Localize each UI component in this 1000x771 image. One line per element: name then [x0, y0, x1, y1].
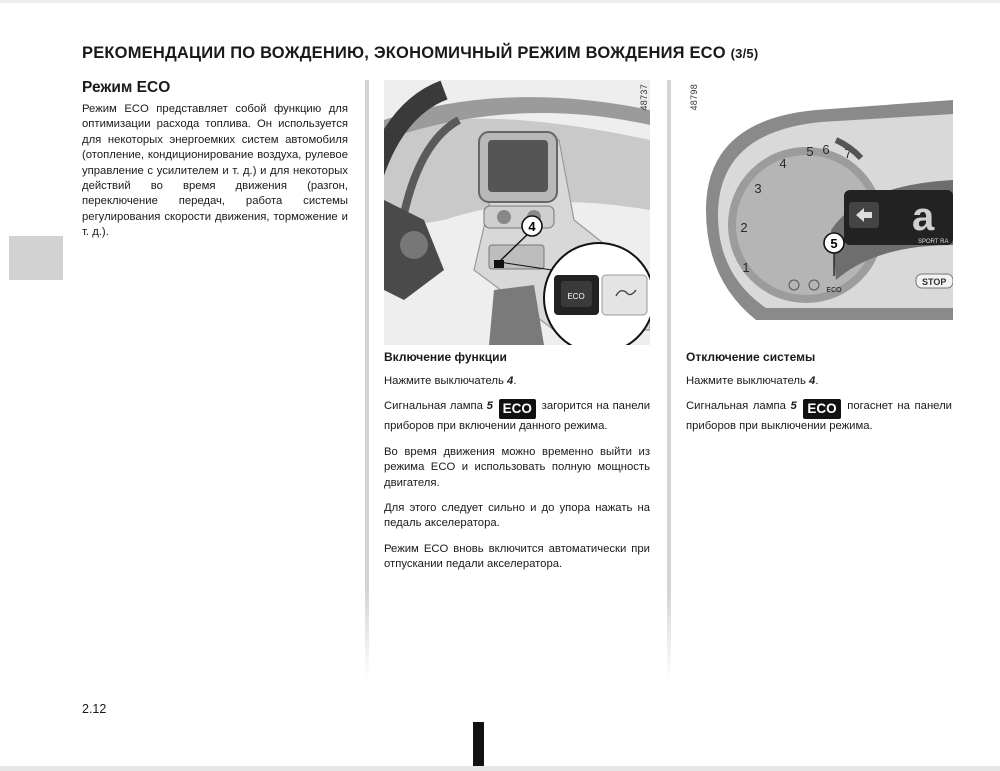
- callout-5: 5: [830, 236, 838, 251]
- tach-number: 1: [742, 260, 750, 275]
- chapter-tab: [9, 236, 63, 280]
- tach-number: 6: [822, 142, 830, 157]
- tach-number: 3: [754, 181, 762, 196]
- eco-switch-label: ECO: [567, 292, 585, 301]
- eco-lamp-icon: ECO: [803, 399, 840, 419]
- ref-switch-4: 4: [809, 375, 816, 387]
- column-divider: [667, 80, 671, 680]
- page-title-text: РЕКОМЕНДАЦИИ ПО ВОЖДЕНИЮ, ЭКОНОМИЧНЫЙ РЕЖИМ ВОЖДЕНИЯ ECO: [82, 44, 726, 62]
- column-divider: [365, 80, 369, 680]
- page-top-rule: [0, 0, 1000, 3]
- disable-instructions: [686, 374, 952, 445]
- eco-lamp-icon: ECO: [499, 399, 536, 419]
- ref-lamp-5: 5: [486, 400, 493, 413]
- section-heading-eco-mode: Режим ECO: [82, 79, 171, 96]
- disable-step: Нажмите выключатель 4.: [686, 375, 819, 387]
- tach-number: 4: [779, 156, 787, 171]
- callout-4: 4: [528, 219, 536, 234]
- dashboard-switch-illustration: [384, 80, 650, 345]
- tach-number: 5: [806, 144, 814, 159]
- image-code-48798: 48798: [689, 84, 699, 111]
- display-text: SPORT RA: [918, 239, 949, 245]
- digital-readout: a: [912, 195, 935, 239]
- eco-mode-description: Режим ECO представляет собой функцию для оптимизации расхода топлива. Он используется для некоторых энергоемких систем автомобиля (отопление, кондиционирование воздуха, рулевое управление с усилителем и т. д.) и для некоторых действий во время движения (разгон, переключение передач, работа системы регулирования скорости движения, торможение и т. д.).: [82, 103, 348, 239]
- lamp-off-text: Сигнальная лампа 5 ECO погаснет на панели приборов при выключении режима.: [686, 400, 952, 433]
- enable-step: Нажмите выключатель 4.: [384, 375, 517, 387]
- enable-instructions: [384, 374, 650, 583]
- accelerator-text: Для этого следует сильно и до упора нажать на педаль акселератора.: [384, 502, 650, 530]
- eco-lamp-label: ECO: [826, 287, 842, 294]
- subtitle-enable-function: Включение функции: [384, 350, 507, 364]
- page-title-part: (3/5): [730, 46, 759, 61]
- tach-number: 2: [740, 220, 748, 235]
- auto-reenable-text: Режим ECO вновь включится автоматически при отпускании педали акселератора.: [384, 542, 650, 571]
- ref-switch-4: 4: [507, 375, 514, 387]
- instrument-cluster-illustration: [686, 80, 953, 320]
- image-code-48737: 48737: [639, 84, 649, 111]
- temporary-exit-text: Во время движения можно временно выйти из режима ECO и использовать полную мощность двигателя.: [384, 445, 650, 489]
- tach-number: 7: [844, 146, 852, 161]
- subtitle-disable-system: Отключение системы: [686, 350, 816, 364]
- stop-label: STOP: [922, 277, 947, 287]
- page-number: 2.12: [82, 702, 107, 716]
- ref-lamp-5: 5: [790, 400, 797, 413]
- page-title: [82, 44, 758, 63]
- lamp-on-text: Сигнальная лампа 5 ECO загорится на панели приборов при включении данного режима.: [384, 400, 651, 433]
- page-edge-marker: [473, 722, 484, 766]
- page-bottom-rule: [0, 766, 1000, 771]
